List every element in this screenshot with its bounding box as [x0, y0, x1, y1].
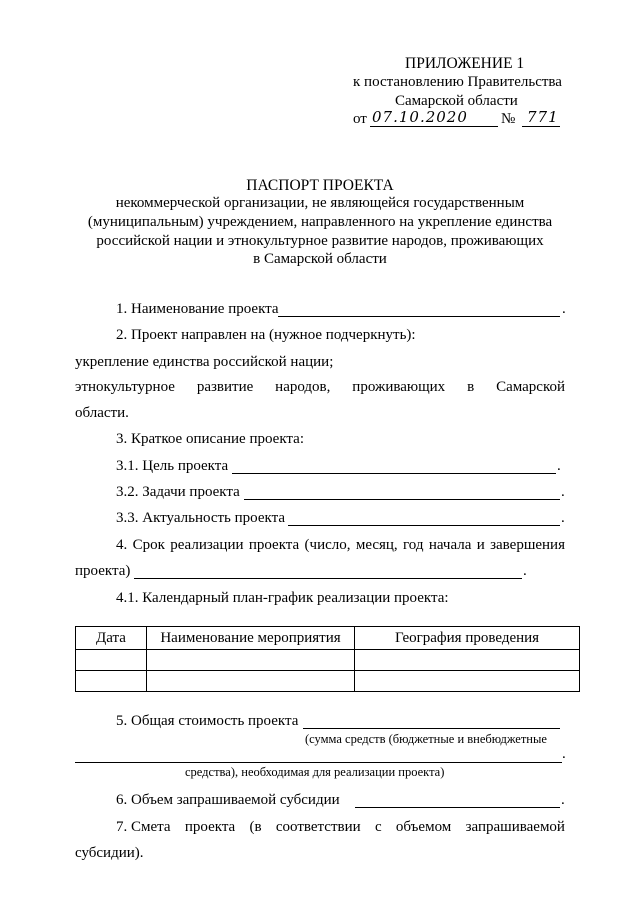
word: этнокультурное: [75, 379, 175, 395]
passport-subtitle-4: в Самарской области: [253, 251, 387, 267]
column-header-geography: География проведения: [355, 627, 580, 650]
word: с: [374, 819, 382, 835]
item-3-2-period: .: [561, 484, 565, 500]
column-header-date: Дата: [76, 627, 147, 650]
item-3-1-period: .: [557, 458, 561, 474]
table-cell[interactable]: [355, 650, 580, 671]
table-header-row: [76, 627, 580, 650]
appendix-date-value: 07.10.2020: [372, 108, 468, 126]
item-6-label: 6. Объем запрашиваемой субсидии: [116, 792, 340, 808]
word: 4.: [116, 537, 128, 553]
item-3-1-field[interactable]: [232, 473, 556, 474]
item-4-line-2: проекта): [75, 563, 131, 579]
item-4-period: .: [523, 563, 527, 579]
table-cell[interactable]: [76, 650, 147, 671]
word: в: [467, 379, 475, 395]
word: проживающих: [352, 379, 446, 395]
item-2-option-b[interactable]: [75, 379, 565, 396]
item-5-field[interactable]: [303, 728, 560, 729]
table-row: [76, 671, 580, 692]
table-row: [76, 650, 580, 671]
item-4-field[interactable]: [134, 578, 522, 579]
item-5-label: 5. Общая стоимость проекта: [116, 713, 299, 729]
word: год: [403, 537, 424, 553]
item-6-period: .: [561, 792, 565, 808]
item-7-line-2: субсидии).: [75, 845, 144, 861]
appendix-number-prefix: №: [501, 111, 516, 127]
item-2-option-a[interactable]: укрепление единства российской нации;: [75, 354, 334, 370]
word: проекта: [184, 819, 236, 835]
item-1-field[interactable]: [278, 316, 560, 317]
word: проекта: [248, 537, 300, 553]
item-3-2-label: 3.2. Задачи проекта: [116, 484, 240, 500]
item-6-field[interactable]: [355, 807, 560, 808]
passport-subtitle-3: российской нации и этнокультурное развитие народов, проживающих: [96, 233, 544, 249]
item-1-period: .: [562, 301, 566, 317]
word: Самарской: [496, 379, 565, 395]
item-3-3-label: 3.3. Актуальность проекта: [116, 510, 286, 526]
word: начала: [428, 537, 472, 553]
word: соответствии: [275, 819, 361, 835]
word: объемом: [395, 819, 452, 835]
passport-subtitle-2: (муниципальным) учреждением, направленного на укрепление единства: [87, 214, 553, 230]
item-5-note-2: средства), необходимая для реализации проекта): [185, 765, 445, 779]
table-cell[interactable]: [355, 671, 580, 692]
appendix-line-1: к постановлению Правительства: [353, 74, 562, 90]
item-7-line-1: [116, 819, 565, 836]
word: (число,: [304, 537, 351, 553]
item-1-label: 1. Наименование проекта: [116, 301, 279, 317]
appendix-line-2: Самарской области: [395, 93, 518, 109]
word: и: [476, 537, 485, 553]
word: народов,: [275, 379, 331, 395]
item-2-label: 2. Проект направлен на (нужное подчеркнуть):: [116, 327, 416, 343]
table-cell[interactable]: [147, 671, 355, 692]
item-5-note-1: (сумма средств (бюджетные и внебюджетные: [305, 732, 547, 746]
item-3-1-label: 3.1. Цель проекта: [116, 458, 229, 474]
word: (в: [249, 819, 262, 835]
item-4-1-label: 4.1. Календарный план-график реализации проекта:: [116, 590, 449, 606]
word: Срок: [132, 537, 165, 553]
item-3-3-period: .: [561, 510, 565, 526]
item-4-line-1: [116, 537, 565, 554]
number-underline: [522, 126, 560, 127]
word: развитие: [196, 379, 254, 395]
item-5-period: .: [562, 746, 566, 762]
table-cell[interactable]: [147, 650, 355, 671]
word: реализации: [170, 537, 244, 553]
item-3-2-field[interactable]: [244, 499, 560, 500]
table-cell[interactable]: [76, 671, 147, 692]
date-underline: [370, 126, 498, 127]
appendix-date-prefix: от: [353, 111, 367, 127]
item-3-3-field[interactable]: [288, 525, 560, 526]
word: завершения: [490, 537, 565, 553]
calendar-plan-table: [75, 626, 580, 692]
appendix-number-value: 771: [527, 108, 559, 126]
item-5-field-2[interactable]: [75, 762, 562, 763]
item-3-label: 3. Краткое описание проекта:: [116, 431, 304, 447]
passport-subtitle-1: некоммерческой организации, не являющейся государственным: [115, 195, 525, 211]
appendix-title: ПРИЛОЖЕНИЕ 1: [405, 55, 525, 72]
word: 7. Смета: [116, 819, 171, 835]
column-header-event: Наименование мероприятия: [147, 627, 355, 650]
word: месяц,: [355, 537, 398, 553]
word: запрашиваемой: [465, 819, 565, 835]
item-2-option-b-end: области.: [75, 405, 129, 421]
passport-title: ПАСПОРТ ПРОЕКТА: [246, 177, 394, 194]
